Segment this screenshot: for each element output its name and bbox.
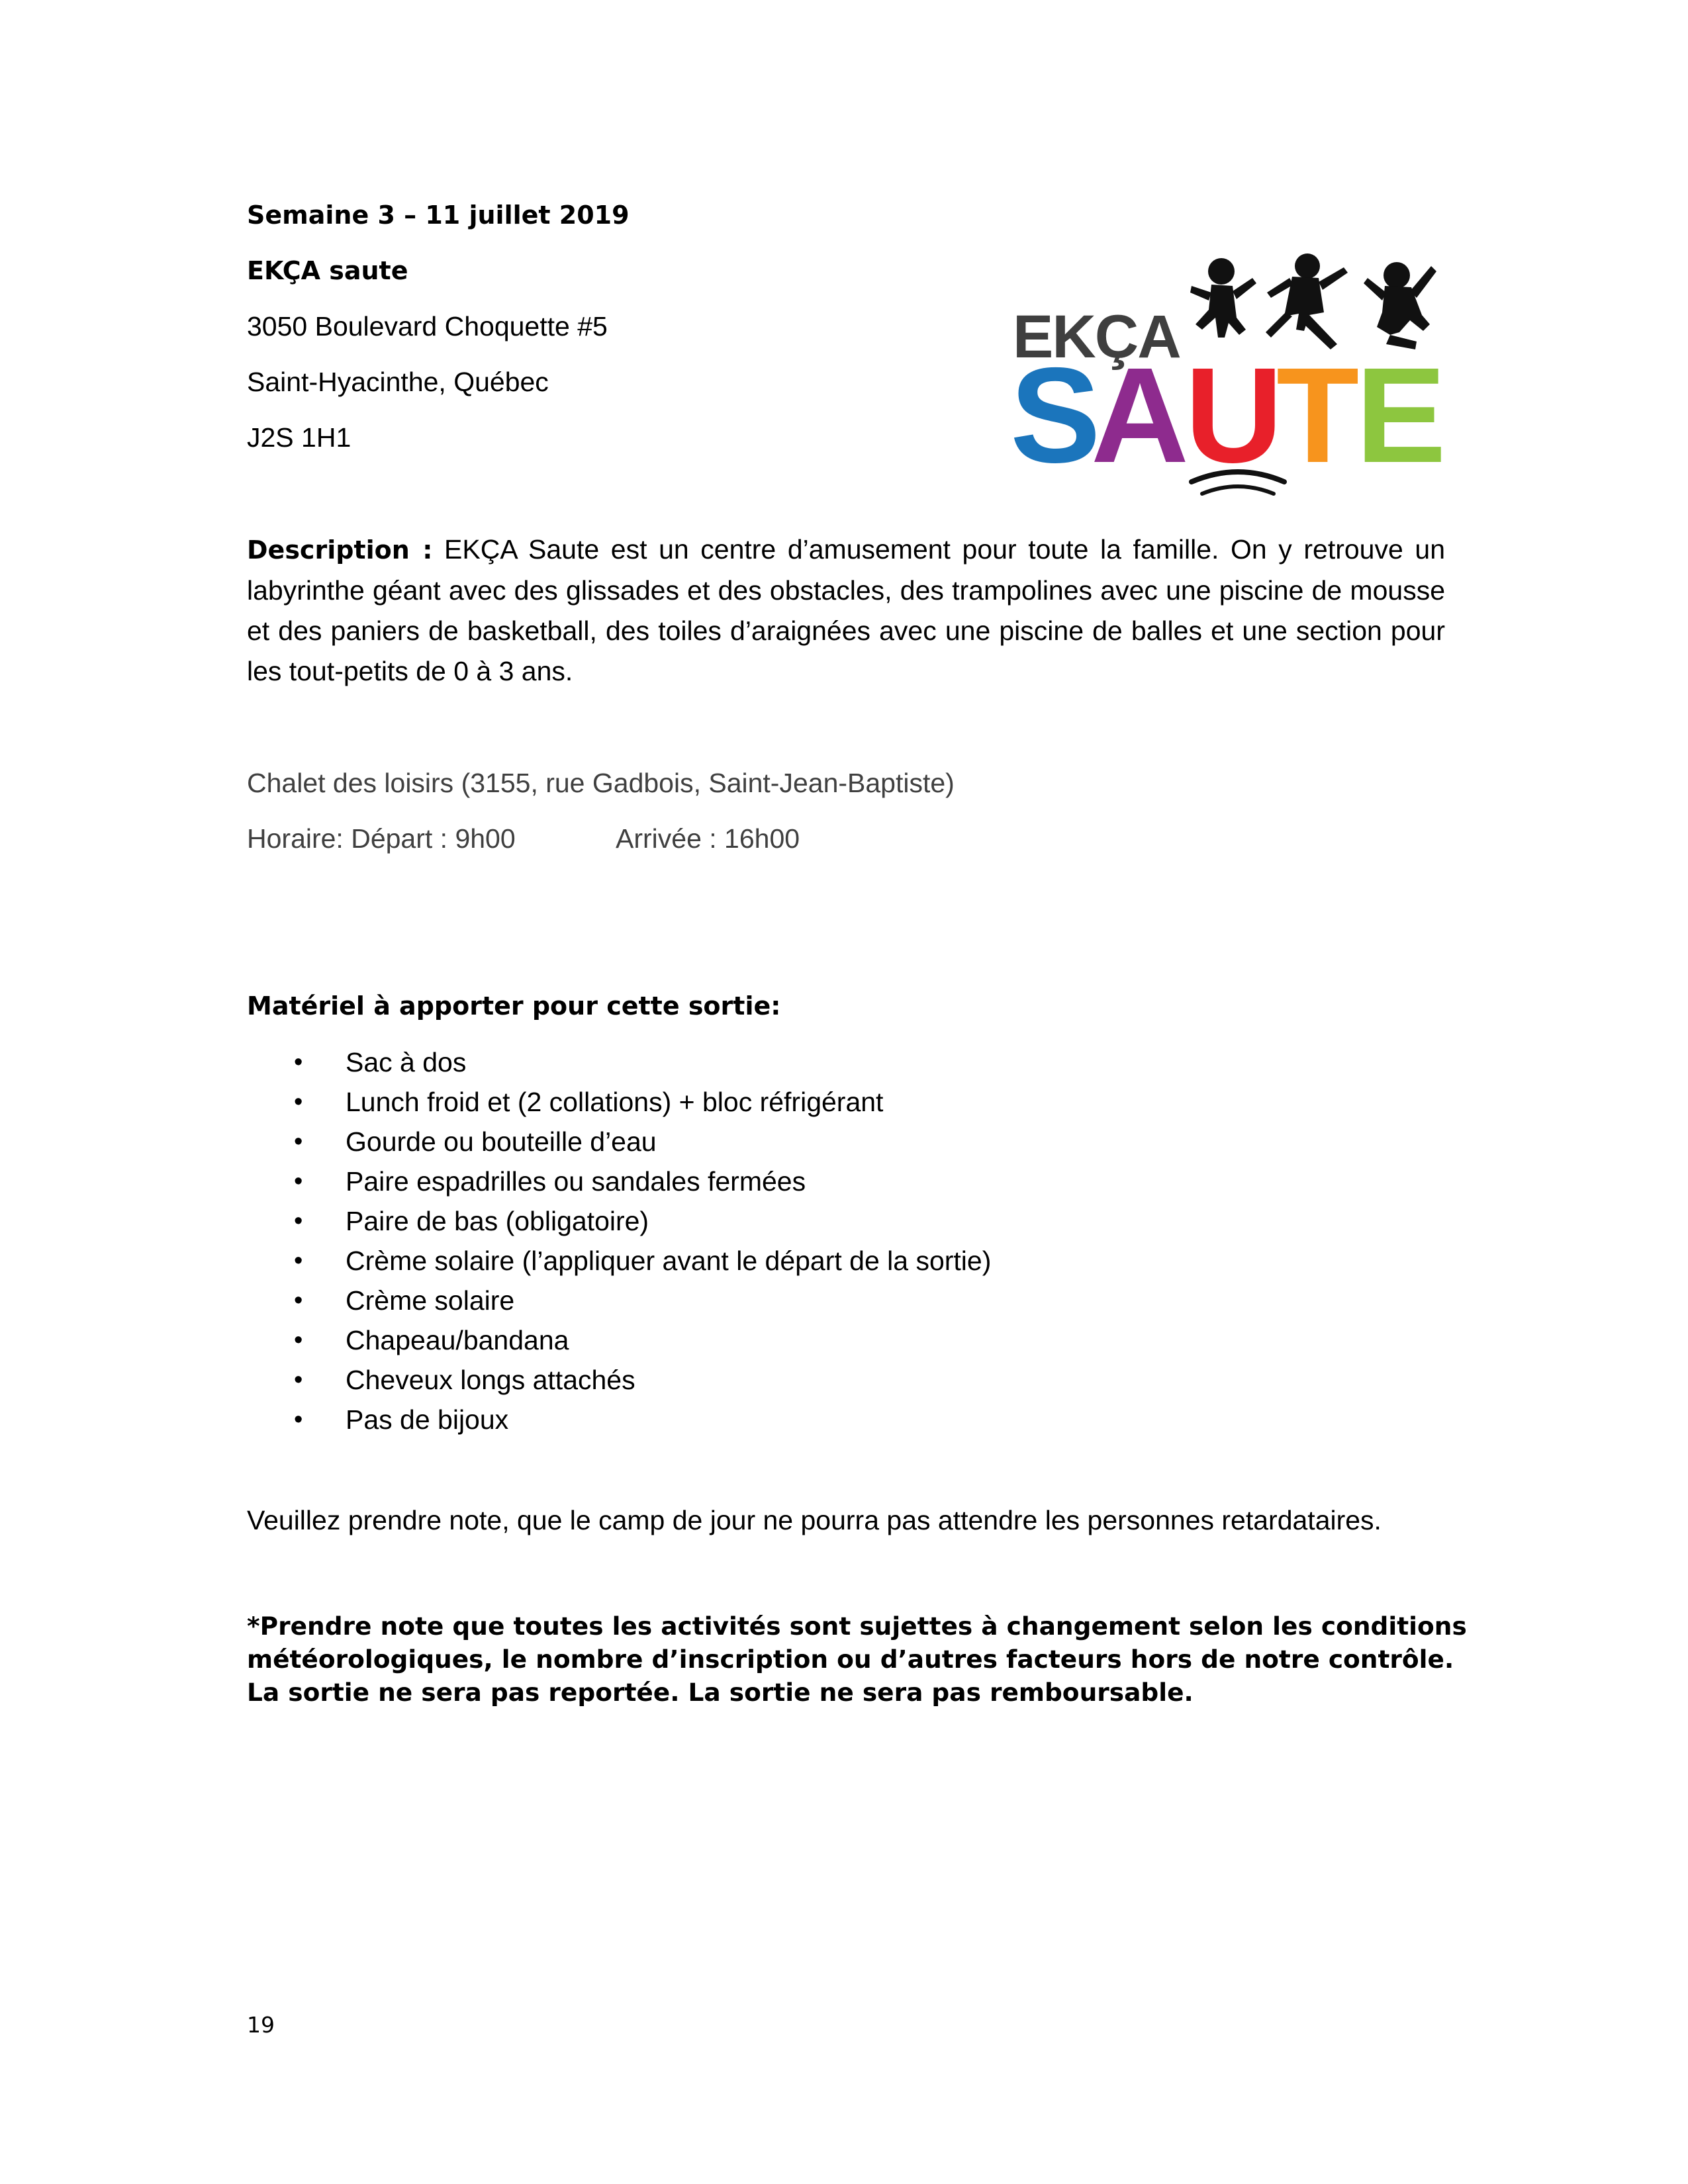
week-heading: Semaine 3 – 11 juillet 2019 <box>247 201 630 230</box>
jumping-kids-silhouettes <box>1190 253 1436 349</box>
bullet-icon: • <box>294 1287 303 1314</box>
warning-line-1: *Prendre note que toutes les activités sont sujettes à changement selon les conditions <box>247 1612 1467 1641</box>
logo-letter-s: S <box>1010 340 1101 491</box>
materials-list <box>291 1042 991 1439</box>
materials-heading: Matériel à apporter pour cette sortie: <box>247 991 781 1021</box>
description-line-2: labyrinthe géant avec des glissades et des obstacles, des trampolines avec une piscine de mousse <box>247 575 1445 606</box>
latecomers-note: Veuillez prendre note, que le camp de jour ne pourra pas attendre les personnes retardataires. <box>247 1505 1382 1535</box>
list-item: • Cheveux longs attachés <box>291 1360 991 1400</box>
bullet-icon: • <box>294 1207 303 1235</box>
list-item: • Chapeau/bandana <box>291 1320 991 1360</box>
description-label: Description : <box>247 535 433 565</box>
venue-name: EKÇA saute <box>247 256 408 285</box>
logo-letter-e: E <box>1356 340 1443 491</box>
list-item: • Lunch froid et (2 collations) + bloc réfrigérant <box>291 1082 991 1122</box>
list-item: • Crème solaire <box>291 1281 991 1320</box>
bullet-icon: • <box>294 1366 303 1394</box>
description-line-3: et des paniers de basketball, des toiles d’araignées avec une piscine de balles et une section pour <box>247 615 1445 646</box>
logo-letter-a: A <box>1091 340 1190 491</box>
warning-line-2: météorologiques, le nombre d’inscription ou d’autres facteurs hors de notre contrôle. <box>247 1645 1454 1674</box>
bullet-icon: • <box>294 1326 303 1354</box>
address-city: Saint-Hyacinthe, Québec <box>247 367 549 397</box>
list-item: • Paire de bas (obligatoire) <box>291 1201 991 1241</box>
description-paragraph <box>247 529 1445 692</box>
changes-warning <box>247 1610 1467 1709</box>
departure-location: Chalet des loisirs (3155, rue Gadbois, Saint-Jean-Baptiste) <box>247 768 955 798</box>
bullet-icon: • <box>294 1128 303 1156</box>
list-item: • Gourde ou bouteille d’eau <box>291 1122 991 1161</box>
schedule-arrival: Arrivée : 16h00 <box>616 823 800 854</box>
page-number: 19 <box>247 2012 275 2038</box>
schedule-departure: Horaire: Départ : 9h00 <box>247 823 516 854</box>
bullet-icon: • <box>294 1406 303 1433</box>
description-line-1: Description : EKÇA Saute est un centre d’amusement pour toute la famille. On y retrouve un <box>247 534 1445 565</box>
address-street: 3050 Boulevard Choquette #5 <box>247 311 608 341</box>
bullet-icon: • <box>294 1167 303 1195</box>
address-postal: J2S 1H1 <box>247 422 352 453</box>
list-item: • Paire espadrilles ou sandales fermées <box>291 1161 991 1201</box>
bullet-icon: • <box>294 1048 303 1076</box>
logo-letter-u: U <box>1185 340 1284 491</box>
logo-letter-t: T <box>1276 340 1360 491</box>
ekca-saute-logo <box>993 251 1443 503</box>
bullet-icon: • <box>294 1247 303 1275</box>
description-line-4: les tout-petits de 0 à 3 ans. <box>247 656 573 686</box>
list-item: • Crème solaire (l’appliquer avant le départ de la sortie) <box>291 1241 991 1281</box>
warning-line-3: La sortie ne sera pas reportée. La sortie ne sera pas remboursable. <box>247 1678 1194 1707</box>
bullet-icon: • <box>294 1088 303 1116</box>
logo-top-text: EKÇA <box>1013 303 1180 371</box>
list-item: • Sac à dos <box>291 1042 991 1082</box>
list-item: • Pas de bijoux <box>291 1400 991 1439</box>
